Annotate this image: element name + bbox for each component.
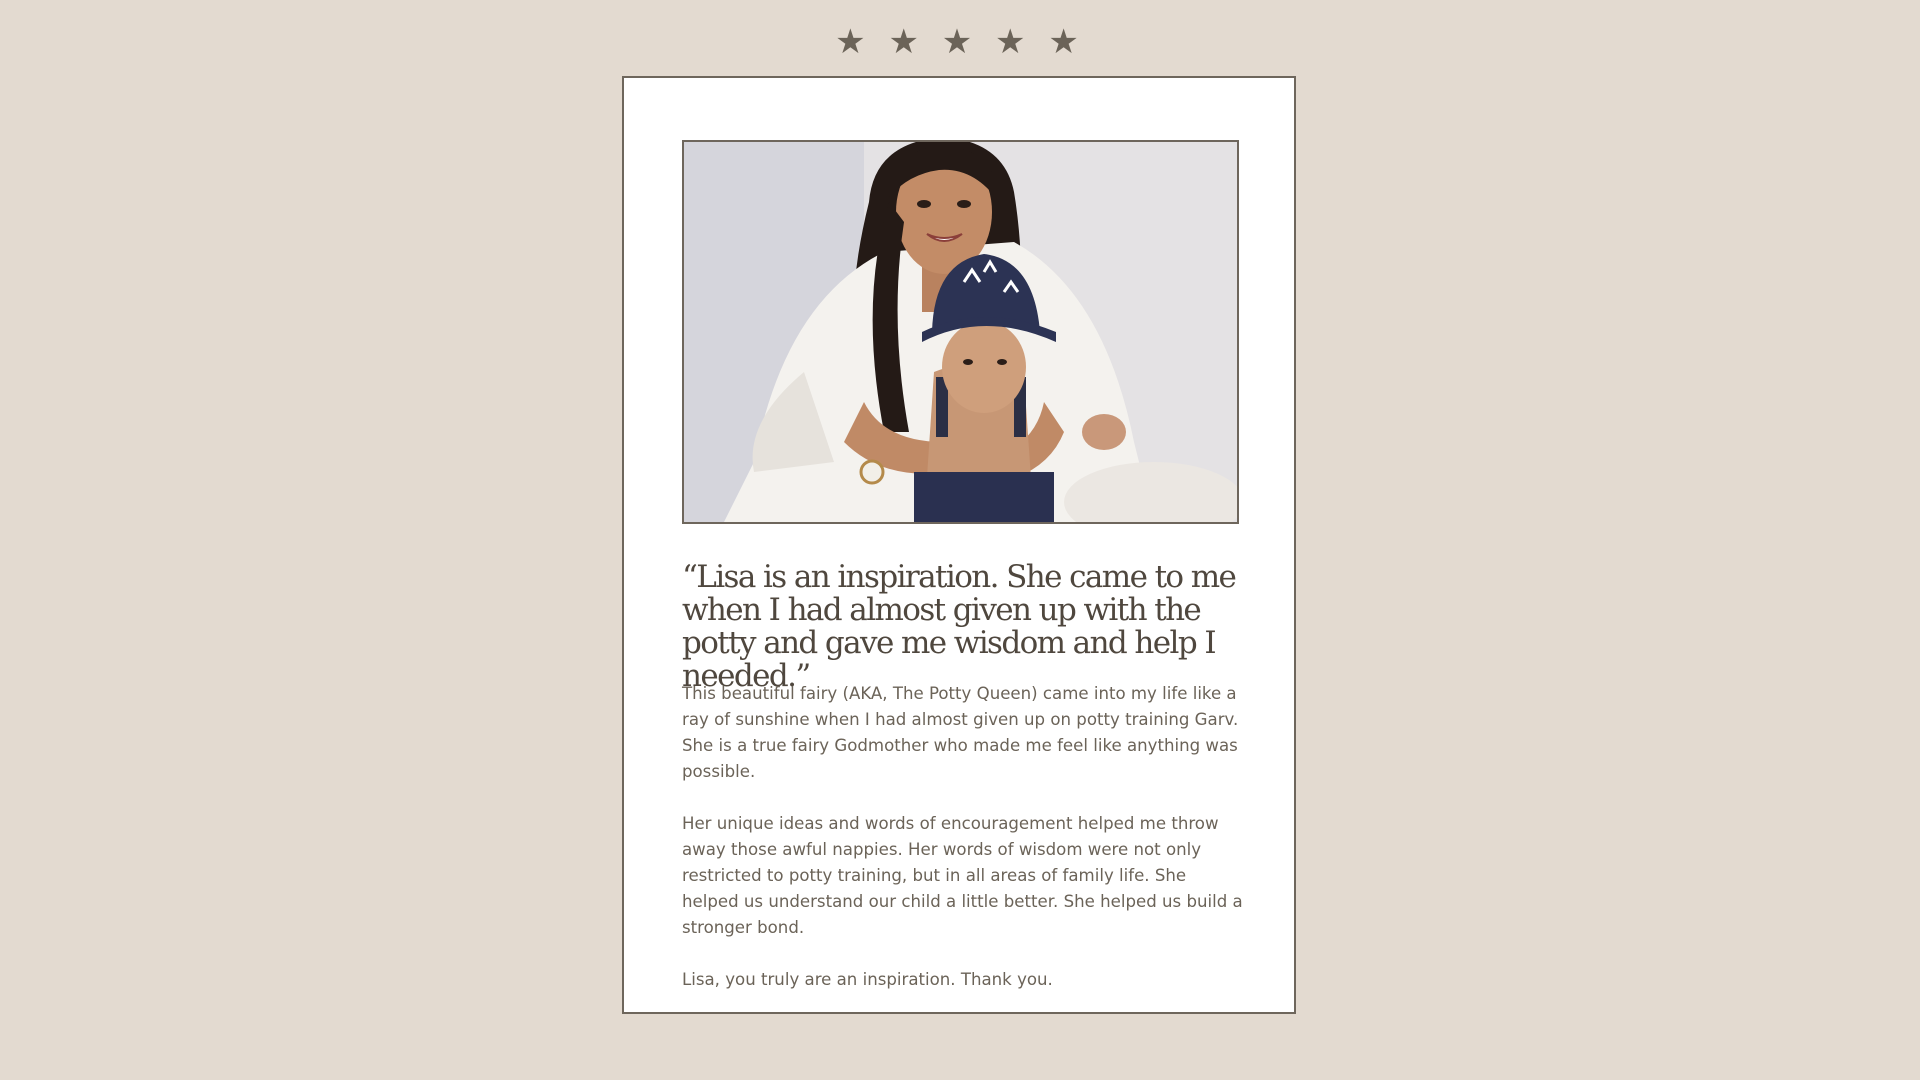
star-icon: ★ <box>941 22 979 62</box>
star-icon: ★ <box>835 22 872 62</box>
testimonial-quote: “Lisa is an inspiration. She came to me when I had almost given up with the potty and gave me wisdom and help I needed.” <box>682 559 1236 694</box>
testimonial-card <box>622 76 1296 1014</box>
testimonial-paragraph: Her unique ideas and words of encouragement helped me throw away those awful nappies. Her words of wisdom were not only restricted to potty training, but in all areas of family life. She helped us understand our child a little better. She helped us build a stronger bond. <box>682 814 1243 937</box>
testimonial-paragraph: This beautiful fairy (AKA, The Potty Queen) came into my life like a ray of sunshine when I had almost given up on potty training Garv. She is a true fairy Godmother who made me feel like anything was possible. <box>682 684 1239 781</box>
photo-illustration <box>684 142 1237 522</box>
testimonial-paragraph: Lisa, you truly are an inspiration. Thank you. <box>682 970 1053 989</box>
star-icon: ★ <box>888 22 925 62</box>
testimonial-photo <box>682 140 1239 524</box>
star-rating <box>0 22 1920 62</box>
star-icon: ★ <box>1048 22 1085 62</box>
testimonial-body <box>682 681 1247 1019</box>
star-icon: ★ <box>995 22 1032 62</box>
